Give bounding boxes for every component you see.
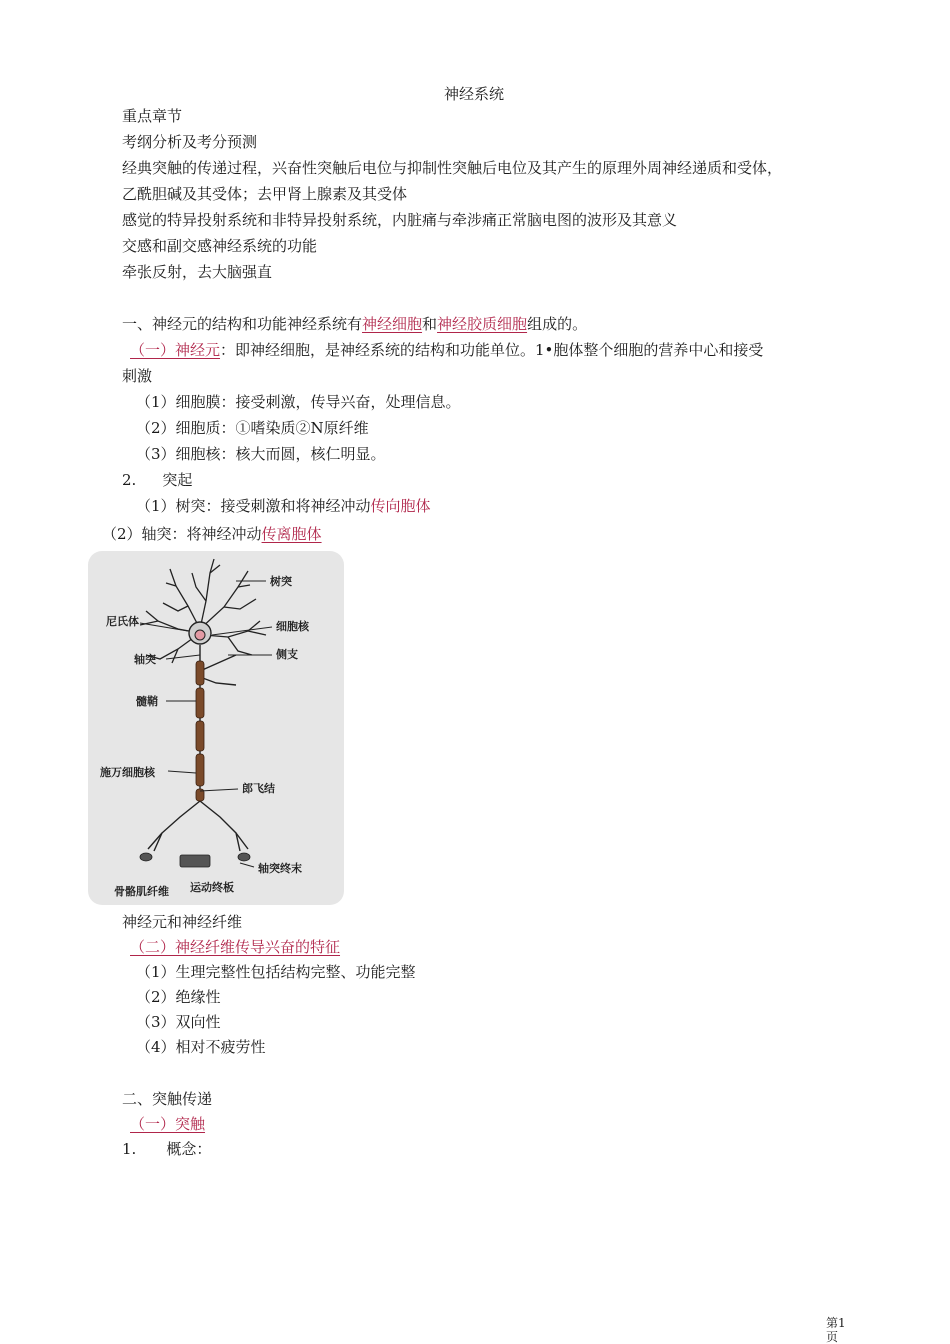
section1-heading xyxy=(122,314,587,334)
neuron-label: （一）神经元 xyxy=(130,341,221,359)
label-myelin: 髓鞘 xyxy=(136,695,158,708)
feature-item: （3）双向性 xyxy=(136,1013,221,1031)
axon-text: （2）轴突：将神经冲动 xyxy=(102,525,262,543)
page-number: 第1页 xyxy=(826,1316,846,1344)
motor-endplate xyxy=(140,853,250,867)
nucleus-item: （3）细胞核：核大而圆，核仁明显。 xyxy=(136,445,386,463)
neuron-text-cont: 刺激 xyxy=(122,367,153,385)
heading-text: 一、神经元的结构和功能神经系统有 xyxy=(122,315,363,333)
neuron-diagram xyxy=(88,551,344,905)
feature-item: （1）生理完整性包括结构完整、功能完整 xyxy=(136,963,416,981)
cytoplasm-item: （2）细胞质：①嗜染质②N原纤维 xyxy=(136,419,369,437)
label-dendrite: 树突 xyxy=(270,575,292,588)
term-nerve-cell: 神经细胞 xyxy=(362,315,423,333)
intro-line: 重点章节 xyxy=(122,107,183,125)
label-nissl-body: 尼氏体 xyxy=(106,615,139,628)
item-text: 概念： xyxy=(166,1140,212,1158)
neuron-subheading xyxy=(130,340,763,360)
intro-line: 交感和副交感神经系统的功能 xyxy=(122,237,318,255)
fiber-label: （二）神经纤维传导兴奋的特征 xyxy=(130,938,341,956)
myelin-segments xyxy=(196,661,204,801)
page-title: 神经系统 xyxy=(444,85,505,103)
feature-item: （2）绝缘性 xyxy=(136,988,221,1006)
nucleus-icon xyxy=(195,630,205,640)
dendrite-highlight: 传向胞体 xyxy=(370,497,431,515)
feature-item: （4）相对不疲劳性 xyxy=(136,1038,266,1056)
dendrite-branches xyxy=(140,559,266,663)
label-schwann-nucleus: 施万细胞核 xyxy=(100,766,155,779)
neuron-figure xyxy=(88,551,344,905)
label-collateral: 侧支 xyxy=(276,648,298,661)
item-text: 突起 xyxy=(162,471,193,489)
concept-item xyxy=(122,1139,211,1159)
heading-text: 组成的。 xyxy=(527,315,588,333)
item-number: 1. xyxy=(122,1140,137,1158)
label-axon-terminal: 轴突终末 xyxy=(258,862,302,875)
intro-line: 牵张反射，去大脑强直 xyxy=(122,263,273,281)
label-axon: 轴突 xyxy=(134,653,156,666)
axon-item xyxy=(102,524,322,544)
term-glial-cell: 神经胶质细胞 xyxy=(437,315,528,333)
process-item xyxy=(122,470,192,490)
section2-heading: 二、突触传递 xyxy=(122,1090,213,1108)
fiber-subheading xyxy=(130,937,340,957)
dendrite-text: （1）树突：接受刺激和将神经冲动 xyxy=(136,497,371,515)
item-number: 2. xyxy=(122,471,137,489)
dendrite-item xyxy=(136,496,431,516)
heading-join: 和 xyxy=(422,315,438,333)
intro-line: 感觉的特异投射系统和非特异投射系统，内脏痛与牵涉痛正常脑电图的波形及其意义 xyxy=(122,211,678,229)
label-nucleus: 细胞核 xyxy=(276,620,309,633)
synapse-label: （一）突触 xyxy=(130,1115,206,1133)
neuron-text: ：即神经细胞，是神经系统的结构和功能单位。1•胞体整个细胞的营养中心和接受 xyxy=(220,341,764,359)
intro-line: 经典突触的传递过程，兴奋性突触后电位与抑制性突触后电位及其产生的原理外周神经递质和受体， xyxy=(122,159,783,177)
label-muscle-fiber: 骨骼肌纤维 xyxy=(114,885,169,898)
label-motor-endplate: 运动终板 xyxy=(190,881,234,894)
intro-line: 乙酰胆碱及其受体；去甲肾上腺素及其受体 xyxy=(122,185,408,203)
intro-line: 考纲分析及考分预测 xyxy=(122,133,258,151)
axon-highlight: 传离胞体 xyxy=(261,525,322,543)
cell-membrane-item: （1）细胞膜：接受刺激，传导兴奋，处理信息。 xyxy=(136,393,461,411)
label-node-ranvier: 郎飞结 xyxy=(242,782,275,795)
synapse-subheading xyxy=(130,1114,205,1134)
figure-caption: 神经元和神经纤维 xyxy=(122,913,243,931)
